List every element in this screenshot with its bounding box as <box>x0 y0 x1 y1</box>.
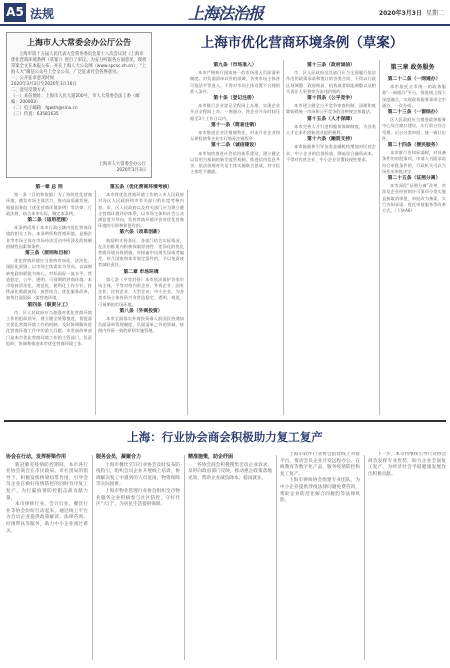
column-heading: 第四条（职责分工） <box>27 302 71 308</box>
column-text: 本市建立健全公平竞争审查机制，清理和废除妨碍统一市场和公平竞争的各种规定和做法。 <box>286 103 376 115</box>
page-number: A5 <box>4 3 26 22</box>
second-article-column <box>368 452 446 662</box>
section-divider <box>4 420 446 422</box>
column-text: 本市推行告知承诺制，对具备条件的审批事项，申请人书面承诺符合审批条件的，行政机关可以当场作出审批决定。 <box>382 150 446 174</box>
column-heading: 第十二条（诚信建设） <box>211 143 259 149</box>
signature-date: 2020年3月3日 <box>116 168 146 173</box>
column-heading: 第二十四条（便民服务） <box>387 143 441 149</box>
column-divider <box>184 455 185 660</box>
column-text: 第七条（平等对待）本市依法保护各类市场主体，平等对待内资企业、外资企业、国有企业、民营企业、大型企业、中小企业，为各类市场主体投资兴业营造稳定、透明、规范、可预期的市场环境。 <box>98 276 184 307</box>
column-text: 本市将优化营商环境工作纳入市人民政府对各区人民政府和市有关部门的年度考核内容。市、区人民政府以及有关部门应当建立健全营商环境评价体系，以市场主体和社会公众满意度为导向，发挥营商环境评价对优化营商环境的引领和督促作用。 <box>98 192 184 229</box>
subsection-heading: 服务会员，凝聚合力 <box>96 454 142 460</box>
column-heading: 第二条（适用范围） <box>27 218 71 224</box>
signature-org: 上海市人大常委会办公厅 <box>98 162 146 167</box>
notice-signature <box>99 162 146 174</box>
column-heading: 第十一条（简易注销） <box>211 122 259 128</box>
article-column <box>382 76 446 416</box>
column-text: 第一条（目的和依据）为了持续优化营商环境，激发市场主体活力，推动高质量发展，根据国务院《优化营商环境条例》等法律、行政法规，结合本市实际，制定本条例。 <box>6 192 92 216</box>
notice-paragraph: （二）电子邮箱：fgwsh@sina.cn <box>11 106 78 111</box>
subsection-heading: 协会在行动，发挥桥梁作用 <box>6 454 67 460</box>
column-divider <box>92 455 93 660</box>
second-article-headline: 上海：行业协会商会积极助力复工复产 <box>127 430 323 444</box>
second-article-column <box>96 452 180 662</box>
notice-paragraph: 2020年3月3日至2020年3月16日 <box>11 82 77 87</box>
notice-paragraph: （一）来信地址：上海市人民大道200号，市人大常委会法工委（邮编：200003） <box>11 94 140 105</box>
section-name: 法规 <box>30 7 55 21</box>
column-heading: 第十三条（政府诚信） <box>307 63 355 68</box>
subsection-heading: 精准施策，助企纾困 <box>188 454 234 460</box>
article-column <box>6 184 92 416</box>
column-text: 本市依托全市统一的政务服务“一网通办”平台，推进线上线下深度融合，实现政务服务事项全市通办、一次办成。 <box>382 84 446 108</box>
column-heading: 第三条（原则和目标） <box>25 251 73 257</box>
notice-paragraph: 上海市第十五届人民代表大会常务委员会第十八次会议对《上海市优化营商环境条例（草案）》进行了审议。为充分听取各方面意见，现将草案全文在本报公布，并在上海人大公众网（www.spcsc.sh.cn）、“上海人大”微信公众号上全文公布，广泛征求社会各界意见。 <box>11 52 147 75</box>
page-header <box>0 0 450 26</box>
column-text: 本市严格执行国家统一的市场准入负面清单制度。对负面清单以外的领域，各类市场主体皆可依法平等进入。不得对市场主体设置不合理的准入条件。 <box>190 70 280 94</box>
notice-box <box>6 32 152 178</box>
paragraph: 各协会商会积极搜集会员企业诉求，及时向政府部门反映，推动惠企政策落地见效，帮助企业减负降本、稳岗就业。 <box>188 462 272 481</box>
notice-paragraph: 一、公开征求意见时间 <box>11 76 54 81</box>
column-text: 本市鼓励和引导各类金融机构增加对民营企业、中小企业的信贷投放，降低综合融资成本，不得对民营企业、中小企业设置歧视性要求。 <box>286 144 376 162</box>
column-divider <box>379 60 380 415</box>
column-text: 市、区人民政府应当加强对优化营商环境工作的组织领导，建立健全统筹推进、督促落实优化营商环境工作的机制，及时协调解决优化营商环境工作中的重大问题。市发展改革部门是本市优化营商环境工作的主管部门，负责组织、协调和推进本市优化营商环境工作。 <box>6 309 92 346</box>
column-heading: 第二章 市场环境 <box>123 269 159 275</box>
column-divider <box>95 190 96 415</box>
column-heading: 第九条（市场准入） <box>213 63 257 68</box>
column-divider <box>187 190 188 415</box>
paragraph: 上海市软件行业协会搭建线上对接平台，推动会员企业开发远程办公、在线教育等数字化产品，服务疫情防控和复工复产。 <box>280 452 360 477</box>
second-article-column <box>6 452 88 662</box>
column-heading: 第十四条（公平竞争） <box>307 96 355 102</box>
article-column <box>98 184 184 416</box>
column-heading: 第六条（改革创新） <box>119 230 163 236</box>
column-text: 本市推进企业注销便利化，对未开业企业和无债权债务企业实行简易注销程序。 <box>190 130 280 142</box>
column-text: 市、区人民政府及其部门应当全面履行依法作出的政策承诺和签订的各类合同，不得以行政区划调整、政府换届、机构或者职能调整以及相关责任人更替等为由违约毁约。 <box>286 70 376 94</box>
column-text: 本市推行企业登记全程网上办理，实现企业开办全程网上办、一窗通办，将企业开办时间压缩至3个工作日以内。 <box>190 103 280 121</box>
article-column <box>286 62 376 416</box>
column-heading: 第二十五条（证照分离） <box>387 176 441 182</box>
column-heading: 第十六条（融资支持） <box>307 137 355 143</box>
weekday-text: 星期二 <box>425 10 444 17</box>
column-text: 本市完善人才引进和服务保障制度，为各类人才在本市创新创业提供便利。 <box>286 123 376 136</box>
date-text: 2020年3月3日 <box>378 10 422 17</box>
column-divider <box>276 455 277 660</box>
chapter-heading: 第三章 政务服务 <box>390 64 435 71</box>
notice-paragraph: 二、意见反馈方式 <box>11 88 46 93</box>
notice-paragraph: （三）传真：63581635 <box>11 112 59 117</box>
second-article-column <box>280 452 360 662</box>
column-heading: 第一章 总 则 <box>35 185 63 190</box>
notice-title: 上海市人大常委会办公厅公告 <box>27 37 131 47</box>
masthead-logo: 上海法治报 <box>188 4 264 23</box>
second-article-column <box>188 452 272 662</box>
column-divider <box>283 60 284 415</box>
column-text: 区人民政府应当推进政务服务中心综合窗口建设，实行前台综合受理、后台分类审批、统一窗口出件。 <box>382 117 446 141</box>
column-text: 本市加快推进社会信用体系建设，建立健全以信用为基础的新型监管机制，推进信用信息共享，依法依规对失信主体实施联合惩戒，对守信主体给予激励。 <box>190 150 280 175</box>
column-heading: 第十条（登记注册） <box>213 96 257 102</box>
article-headline: 上海市优化营商环境条例（草案） <box>200 35 404 51</box>
column-heading: 第十五条（人才保障） <box>307 116 355 122</box>
column-heading: 第五条（优化营商环境考核） <box>109 185 173 190</box>
paragraph: 新冠肺炎疫情防控期间，本市各行业协会商会在市民政局、市社团局的指导下，积极发挥桥梁纽带作用，引导会员企业在做好疫情防控的同时有序复工复产，为打赢疫情防控阻击战贡献力量。 <box>6 462 88 501</box>
column-heading: 第八条（外商投资） <box>119 308 163 314</box>
paragraph: 本市律师行业、会计行业、餐饮行业等协会纷纷行动起来，通过线上平台为会员企业提供政策解读、法律咨询、纾困帮扶等服务，助力中小企业渡过难关。 <box>6 502 88 534</box>
paragraph: 上海市餐饮烹饪行业协会及时发布防疫指引，组织会员企业开展线上培训，协调解决复工中遇到的人员返岗、物资保障等实际困难。 <box>96 462 180 488</box>
column-text: 本市深化“证照分离”改革，对涉及企业经营的许可事项分类实施直接取消审批、审批改为备案、实行告知承诺、优化审批服务等改革方式。（下转A6） <box>382 183 446 214</box>
column-heading: 第二十二条（一网通办） <box>387 77 441 82</box>
paragraph: 上海市律师协会组建专业团队，为中小企业提供涉疫法律问题免费咨询，帮助企业防范化解合同履约等法律风险。 <box>280 478 360 504</box>
column-divider <box>364 455 365 660</box>
paragraph: 上海市物业管理行业协会组织全市物业服务企业积极参与社区防控，守好社区“大门”，为居民生活提供保障。 <box>96 488 180 508</box>
notice-body <box>11 52 147 118</box>
article-column <box>190 62 280 416</box>
column-text: 鼓励和支持各区、各部门结合实际情况，在法治框架内积极探索原创性、差异化的优化营商环境具体措施。对探索中出现失误或者偏差，符合国家和本市规定条件的，予以免责或者减轻责任。 <box>98 237 184 268</box>
column-heading: 第二十三条（一窗综办） <box>387 110 441 116</box>
column-text: 本市全面落实外商投资准入前国民待遇加负面清单管理制度，负面清单之外的领域，按照内外资一致的原则实施管理。 <box>98 316 184 334</box>
column-text: 本条例适用于本市行政区域内优化营商环境的相关工作。本条例所称营商环境，是指企业等市场主体在市场经济活动中所涉及的体制机制性因素和条件。 <box>6 225 92 249</box>
paragraph: 下一步，本市将继续引导行业协会商会发挥专业优势，助力企业全面复工复产，为经济社会平稳健康发展作出积极贡献。 <box>368 452 446 477</box>
column-text: 优化营商环境应当坚持市场化、法治化、国际化原则，以市场主体需求为导向，以深刻转变政府职能为核心，对标国际一流水平，营造稳定、公平、透明、可预期的营商环境。本市坚持法治化、规范化、便利化工作方针，持续深化简政放权、放管结合、优化服务改革，加快打造国际一流营商环境。 <box>6 258 92 301</box>
issue-date <box>379 8 444 17</box>
